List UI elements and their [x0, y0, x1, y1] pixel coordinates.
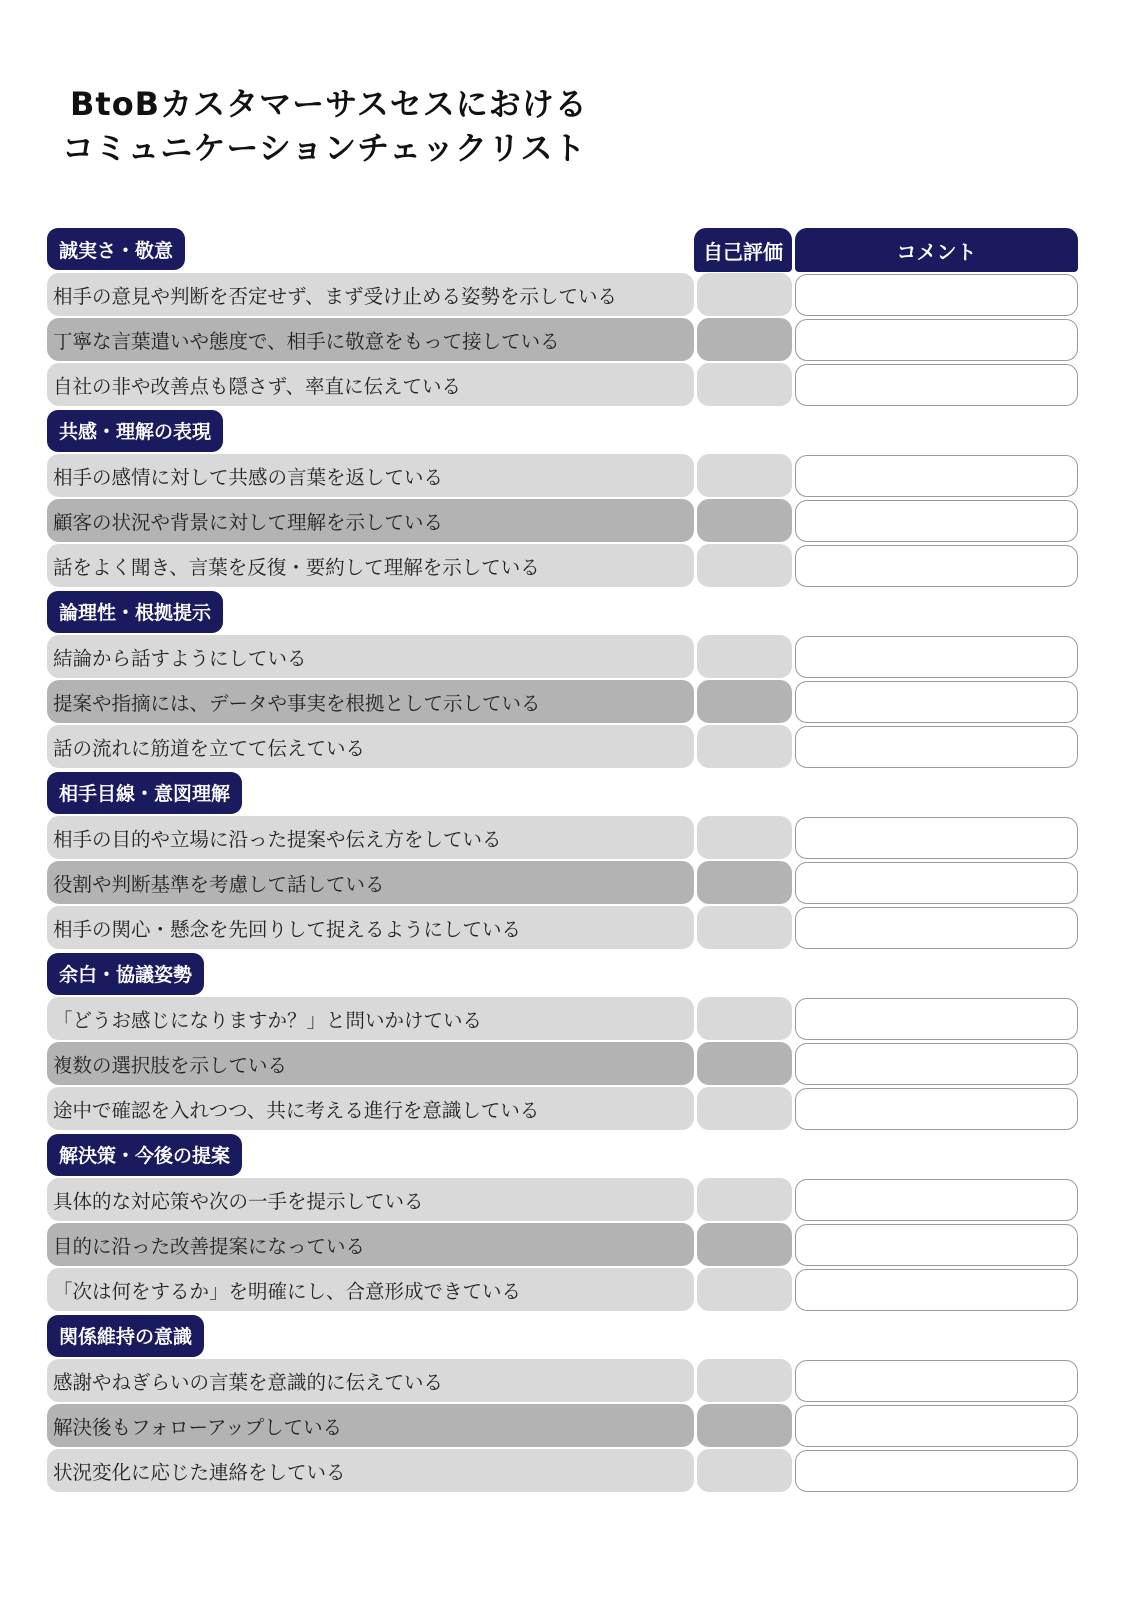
comment-cell[interactable] — [795, 1043, 1078, 1085]
comment-cell[interactable] — [795, 862, 1078, 904]
comment-cell[interactable] — [795, 319, 1078, 361]
self-eval-cell[interactable] — [697, 363, 792, 406]
self-eval-cell[interactable] — [697, 1268, 792, 1311]
checklist-row — [47, 1403, 1078, 1448]
self-eval-cell[interactable] — [697, 635, 792, 678]
checklist-row — [47, 905, 1078, 950]
section-label: 余白・協議姿勢 — [47, 953, 204, 995]
checklist-sheet — [47, 228, 1078, 1493]
question-text: 解決後もフォローアップしている — [47, 1404, 694, 1447]
comment-cell[interactable] — [795, 1179, 1078, 1221]
question-text: 顧客の状況や背景に対して理解を示している — [47, 499, 694, 542]
checklist-row — [47, 996, 1078, 1041]
comment-cell[interactable] — [795, 1224, 1078, 1266]
header-row — [47, 228, 1078, 272]
question-text: 提案や指摘には、データや事実を根拠として示している — [47, 680, 694, 723]
comment-cell[interactable] — [795, 726, 1078, 768]
checklist-row — [47, 272, 1078, 317]
question-text: 相手の関心・懸念を先回りして捉えるようにしている — [47, 906, 694, 949]
self-eval-cell[interactable] — [697, 499, 792, 542]
checklist-row — [47, 860, 1078, 905]
checklist-row — [47, 724, 1078, 769]
self-eval-cell[interactable] — [697, 861, 792, 904]
title-line-1: BtoBカスタマーサスセスにおける — [70, 85, 588, 123]
question-text: 丁寧な言葉遣いや態度で、相手に敬意をもって接している — [47, 318, 694, 361]
question-text: 具体的な対応策や次の一手を提示している — [47, 1178, 694, 1221]
title-line-2: コミュニケーションチェックリスト — [62, 129, 587, 167]
self-eval-cell[interactable] — [697, 318, 792, 361]
checklist-row — [47, 543, 1078, 588]
checklist-row — [47, 1086, 1078, 1131]
question-text: 感謝やねぎらいの言葉を意識的に伝えている — [47, 1359, 694, 1402]
section-header — [47, 1132, 1078, 1177]
comment-cell[interactable] — [795, 455, 1078, 497]
comment-cell[interactable] — [795, 636, 1078, 678]
comment-cell[interactable] — [795, 1405, 1078, 1447]
self-eval-cell[interactable] — [697, 906, 792, 949]
self-eval-cell[interactable] — [697, 1087, 792, 1130]
checklist-row — [47, 1041, 1078, 1086]
question-text: 話をよく聞き、言葉を反復・要約して理解を示している — [47, 544, 694, 587]
self-eval-cell[interactable] — [697, 680, 792, 723]
self-eval-header: 自己評価 — [694, 228, 792, 272]
checklist-row — [47, 1358, 1078, 1403]
comment-cell[interactable] — [795, 817, 1078, 859]
comment-cell[interactable] — [795, 681, 1078, 723]
comment-cell[interactable] — [795, 274, 1078, 316]
comment-cell[interactable] — [795, 1269, 1078, 1311]
comment-cell[interactable] — [795, 1360, 1078, 1402]
self-eval-cell[interactable] — [697, 1178, 792, 1221]
self-eval-cell[interactable] — [697, 1404, 792, 1447]
section-label: 関係維持の意識 — [47, 1315, 204, 1357]
self-eval-cell[interactable] — [697, 816, 792, 859]
section-label: 誠実さ・敬意 — [47, 228, 185, 270]
comment-header: コメント — [795, 228, 1078, 272]
question-text: 相手の目的や立場に沿った提案や伝え方をしている — [47, 816, 694, 859]
section-header — [47, 408, 1078, 453]
checklist-row — [47, 1177, 1078, 1222]
question-text: 話の流れに筋道を立てて伝えている — [47, 725, 694, 768]
self-eval-cell[interactable] — [697, 997, 792, 1040]
checklist-row — [47, 498, 1078, 543]
checklist-row — [47, 679, 1078, 724]
self-eval-cell[interactable] — [697, 1042, 792, 1085]
question-text: 役割や判断基準を考慮して話している — [47, 861, 694, 904]
comment-cell[interactable] — [795, 545, 1078, 587]
question-text: 相手の感情に対して共感の言葉を返している — [47, 454, 694, 497]
question-text: 自社の非や改善点も隠さず、率直に伝えている — [47, 363, 694, 406]
self-eval-cell[interactable] — [697, 273, 792, 316]
section-header — [47, 951, 1078, 996]
comment-cell[interactable] — [795, 907, 1078, 949]
comment-cell[interactable] — [795, 500, 1078, 542]
section-label: 解決策・今後の提案 — [47, 1134, 242, 1176]
self-eval-cell[interactable] — [697, 544, 792, 587]
comment-cell[interactable] — [795, 998, 1078, 1040]
checklist-row — [47, 1267, 1078, 1312]
comment-cell[interactable] — [795, 1450, 1078, 1492]
self-eval-cell[interactable] — [697, 725, 792, 768]
question-text: 複数の選択肢を示している — [47, 1042, 694, 1085]
checklist-row — [47, 1222, 1078, 1267]
checklist-row — [47, 634, 1078, 679]
section-header — [47, 770, 1078, 815]
question-text: 「次は何をするか」を明確にし、合意形成できている — [47, 1268, 694, 1311]
section-label: 相手目線・意図理解 — [47, 772, 242, 814]
self-eval-cell[interactable] — [697, 1449, 792, 1492]
comment-cell[interactable] — [795, 1088, 1078, 1130]
question-text: 相手の意見や判断を否定せず、まず受け止める姿勢を示している — [47, 273, 694, 316]
section-header — [47, 589, 1078, 634]
checklist-row — [47, 815, 1078, 860]
comment-cell[interactable] — [795, 364, 1078, 406]
question-text: 結論から話すようにしている — [47, 635, 694, 678]
self-eval-cell[interactable] — [697, 1359, 792, 1402]
checklist-row — [47, 317, 1078, 362]
section-label: 論理性・根拠提示 — [47, 591, 223, 633]
section-header — [47, 1313, 1078, 1358]
checklist-row — [47, 362, 1078, 407]
question-text: 途中で確認を入れつつ、共に考える進行を意識している — [47, 1087, 694, 1130]
self-eval-cell[interactable] — [697, 454, 792, 497]
question-text: 状況変化に応じた連絡をしている — [47, 1449, 694, 1492]
question-text: 目的に沿った改善提案になっている — [47, 1223, 694, 1266]
checklist-row — [47, 1448, 1078, 1493]
section-label: 共感・理解の表現 — [47, 410, 223, 452]
page-title — [62, 82, 588, 170]
question-text: 「どうお感じになりますか？」と問いかけている — [47, 997, 694, 1040]
checklist-row — [47, 453, 1078, 498]
self-eval-cell[interactable] — [697, 1223, 792, 1266]
